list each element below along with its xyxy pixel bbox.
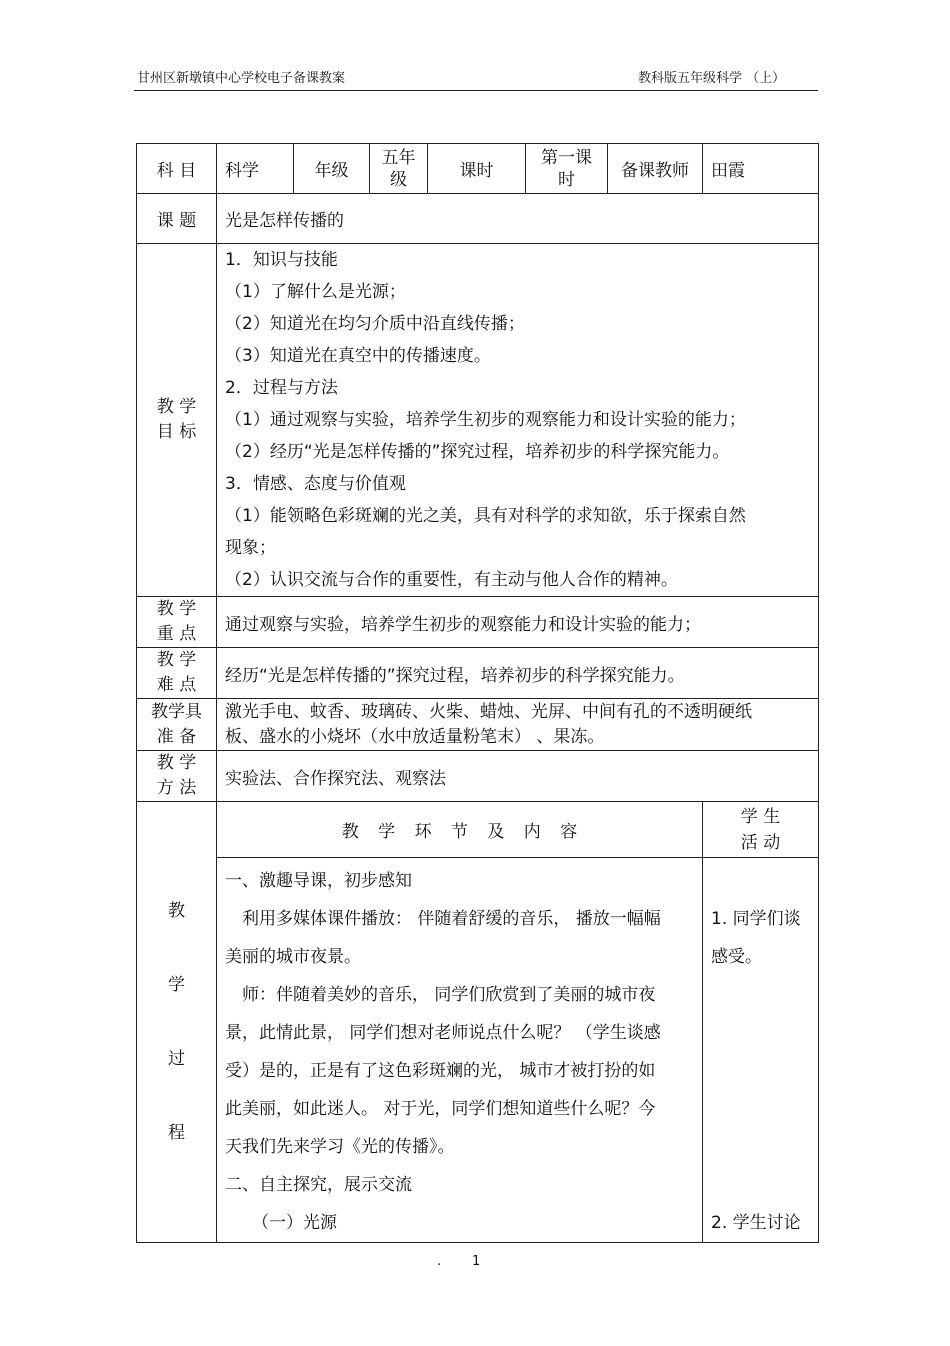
grade-value [370,144,428,194]
objectives-content [217,244,819,597]
grade-value-line-2: 级 [390,169,407,190]
student-activity-header [703,802,819,858]
student-activity-1 [711,900,818,976]
process-label-char: 教 [168,901,185,921]
process-content-header: 教 学 环 节 及 内 容 [217,802,703,858]
subject-value: 科学 [217,144,294,194]
process-line: 天我们先来学习《光的传播》。 [225,1137,455,1157]
period-value-line-1: 第一课 [541,147,592,168]
methods-label [137,751,217,802]
process-content [217,858,703,1243]
process-line: 二、自主探究，展示交流 [225,1175,412,1195]
process-line: 师：伴随着美妙的音乐， 同学们欣赏到了美丽的城市夜 [242,985,656,1005]
difficulties-label-line-1: 教 学 [156,650,197,670]
materials-row [137,699,819,751]
objectives-row [137,244,819,597]
difficulties-label [137,648,217,699]
process-label-char: 程 [168,1123,185,1143]
objective-line: （2）经历“光是怎样传播的”探究过程，培养初步的科学探究能力。 [225,442,730,462]
process-label-char: 学 [168,975,185,995]
difficulties-label-line-2: 难 点 [156,675,197,695]
process-header-row [137,802,819,858]
methods-label-line-1: 教 学 [156,753,197,773]
key-points-row [137,597,819,648]
process-body-row [137,858,819,1243]
key-points-value: 通过观察与实验，培养学生初步的观察能力和设计实验的能力； [217,597,819,648]
objective-line: （3）知道光在真空中的传播速度。 [225,346,491,366]
topic-value: 光是怎样传播的 [217,194,819,244]
grade-value-line-1: 五年 [381,147,416,168]
subject-label: 科 目 [137,144,217,194]
process-line: 受）是的，正是有了这色彩斑斓的光， 城市才被打扮的如 [225,1061,656,1081]
header-divider [134,90,818,91]
key-points-label-line-2: 重 点 [156,624,197,644]
difficulties-row [137,648,819,699]
key-points-label-line-1: 教 学 [156,599,197,619]
student-activity-1-line-2: 感受。 [711,947,762,967]
objective-line: （1）通过观察与实验，培养学生初步的观察能力和设计实验的能力； [225,410,746,430]
materials-label [137,699,217,751]
objective-line: 现象； [225,538,276,558]
process-line: 此美丽，如此迷人。 对于光，同学们想知道些什么呢？今 [225,1099,656,1119]
objectives-label [137,244,217,597]
key-points-label [137,597,217,648]
teacher-label: 备课教师 [608,144,703,194]
footer-dot: . [437,1254,442,1269]
process-line: 一、激趣导课，初步感知 [225,871,412,891]
topic-label: 课 题 [137,194,217,244]
header-school-title: 甘州区新墩镇中心学校电子备课教案 [137,71,346,86]
period-value [526,144,608,194]
meta-row [137,144,819,194]
process-line: 景，此情此景， 同学们想对老师说点什么呢？ （学生谈感 [225,1023,661,1043]
student-header-line-1: 学 生 [740,806,781,827]
student-activities [703,858,819,1243]
teacher-value: 田霞 [703,144,819,194]
objectives-label-line-1: 教 学 [156,397,197,417]
objective-line: （2）知道光在均匀介质中沿直线传播； [225,314,525,334]
page-number: 1 [472,1254,481,1269]
student-activity-2: 2. 学生讨论 [711,1213,801,1233]
lesson-plan-table [136,143,819,1243]
objective-line: （1）能领略色彩斑斓的光之美，具有对科学的求知欲，乐于探索自然 [225,506,746,526]
process-line: （一）光源 [252,1213,337,1233]
period-value-line-2: 时 [558,169,575,190]
objectives-label-line-2: 目 标 [156,422,197,442]
materials-line-2: 板、盛水的小烧坏（水中放适量粉笔末） 、果冻。 [225,726,605,747]
student-header-line-2: 活 动 [740,832,781,853]
period-label: 课时 [428,144,526,194]
student-activity-1-line-1: 1. 同学们谈 [711,909,801,929]
objective-line: 3．情感、态度与价值观 [225,474,406,494]
difficulties-value: 经历“光是怎样传播的”探究过程，培养初步的科学探究能力。 [217,648,819,699]
objective-line: 2．过程与方法 [225,378,338,398]
header-course-title: 教科版五年级科学 （上） [638,71,786,86]
materials-label-line-2: 准 备 [156,726,197,747]
objective-line: 1．知识与技能 [225,250,338,270]
materials-value [217,699,819,751]
methods-row [137,751,819,802]
topic-row [137,194,819,244]
materials-line-1: 激光手电、蚊香、玻璃砖、火柴、蜡烛、光屏、中间有孔的不透明硬纸 [225,701,752,722]
materials-label-line-1: 教学具 [151,701,202,722]
methods-label-line-2: 方 法 [156,778,197,798]
objective-line: （2）认识交流与合作的重要性，有主动与他人合作的精神。 [225,570,678,590]
process-label-char: 过 [168,1049,185,1069]
grade-label: 年级 [294,144,370,194]
methods-value: 实验法、合作探究法、观察法 [217,751,819,802]
process-line: 利用多媒体课件播放： 伴随着舒缓的音乐， 播放一幅幅 [242,909,661,929]
process-line: 美丽的城市夜景。 [225,947,361,967]
process-label [137,802,217,1243]
objective-line: （1）了解什么是光源； [225,282,406,302]
